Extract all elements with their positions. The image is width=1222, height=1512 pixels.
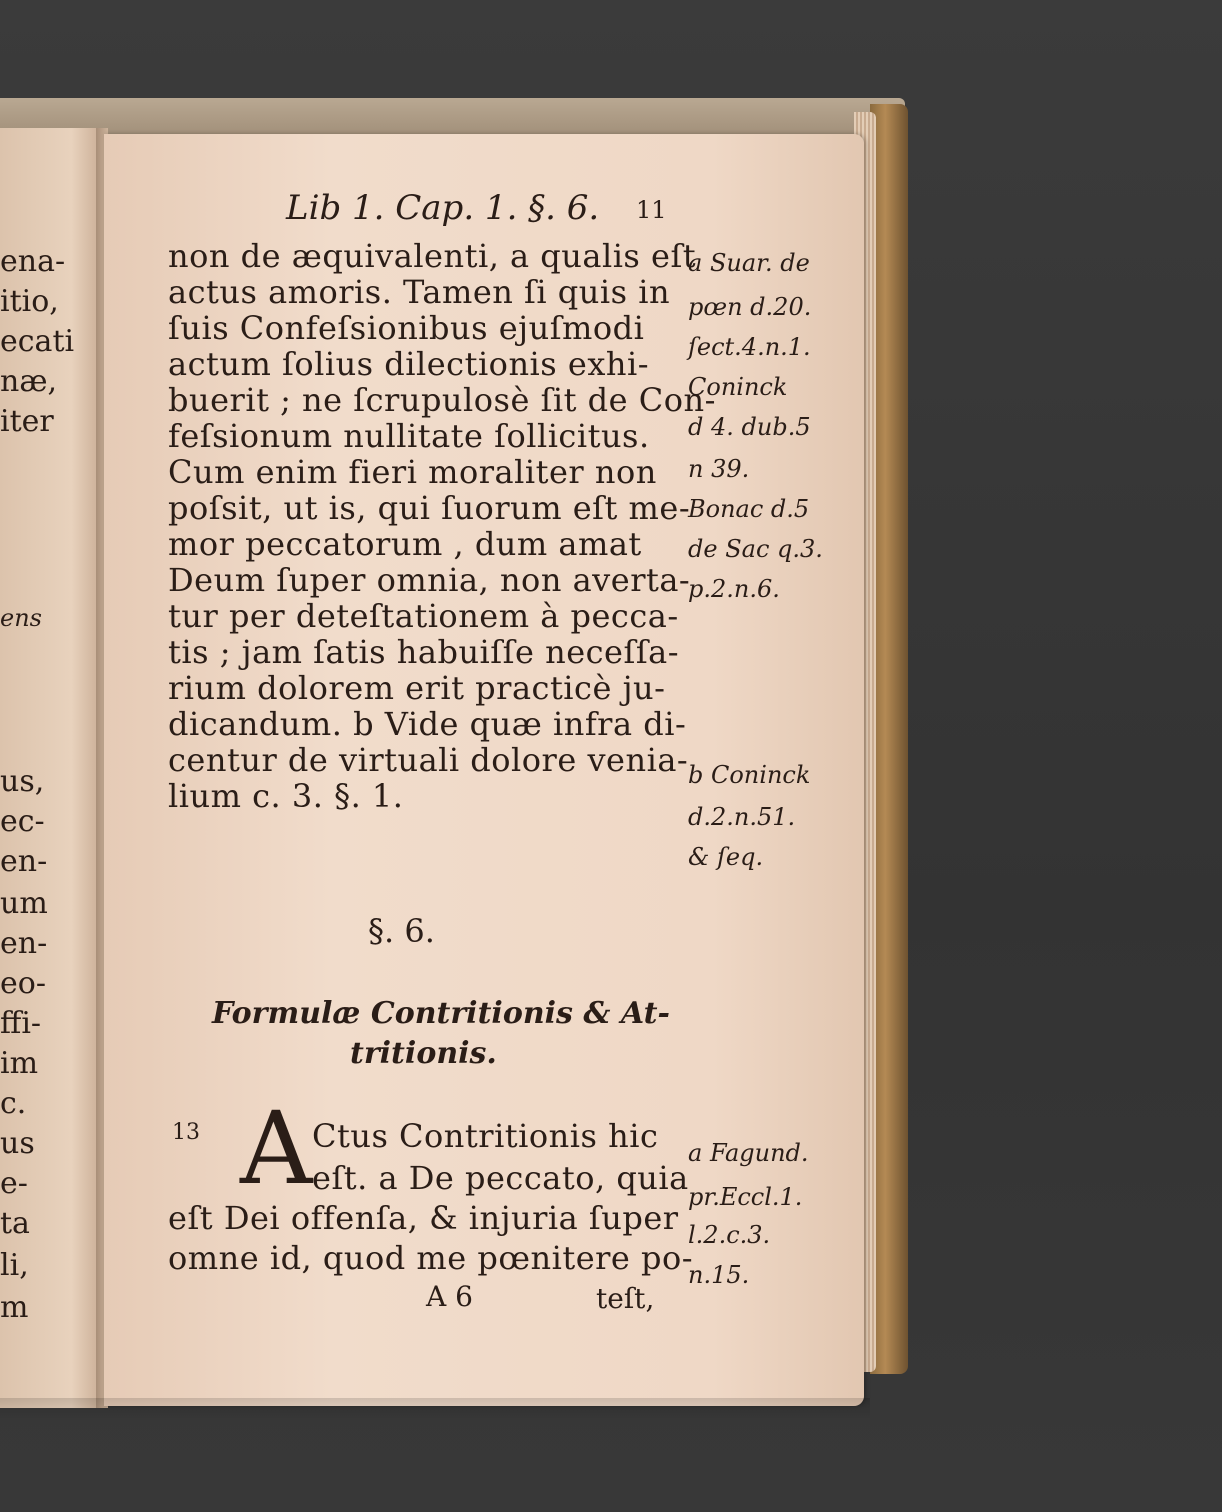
left-line: ec- xyxy=(0,804,45,839)
text-line: tis ; jam ſatis habuiſſe neceſſa- xyxy=(168,633,680,671)
text-line: centur de virtuali dolore venia- xyxy=(168,741,689,779)
left-line: itio, xyxy=(0,284,59,319)
text-line: Ctus Contritionis hic xyxy=(312,1117,659,1155)
left-line: um xyxy=(0,886,48,921)
signature-mark: A 6 xyxy=(426,1280,473,1313)
margin-note: n.15. xyxy=(688,1261,750,1289)
left-line: næ, xyxy=(0,364,58,399)
text-line: omne id, quod me pœnitere po- xyxy=(168,1239,694,1277)
text-line: ſuis Confeſsionibus ejuſmodi xyxy=(168,309,645,347)
text-line: lium c. 3. §. 1. xyxy=(168,777,404,815)
margin-note: n 39. xyxy=(688,455,750,483)
left-line: ens xyxy=(0,604,42,632)
margin-note: Coninck xyxy=(688,373,788,401)
left-line: e- xyxy=(0,1166,28,1201)
margin-note: & ſeq. xyxy=(688,843,764,871)
left-line: us xyxy=(0,1126,35,1161)
left-line: im xyxy=(0,1046,39,1081)
margin-note: Bonac d.5 xyxy=(688,495,810,523)
drop-capital: A xyxy=(240,1090,313,1207)
text-line: tur per deteſtationem à pecca- xyxy=(168,597,679,635)
text-line: dicandum. b Vide quæ infra di- xyxy=(168,705,687,743)
catchword: teſt, xyxy=(596,1282,655,1315)
left-line: eo- xyxy=(0,966,46,1001)
margin-note: a Suar. de xyxy=(688,249,810,277)
text-line: poſsit, ut is, qui ſuorum eſt me- xyxy=(168,489,691,527)
text-line: actus amoris. Tamen ſi quis in xyxy=(168,273,671,311)
text-line: buerit ; ne ſcrupulosè ſit de Con- xyxy=(168,381,716,419)
left-line: ena- xyxy=(0,244,66,279)
text-line: Deum ſuper omnia, non averta- xyxy=(168,561,691,599)
section-number: §. 6. xyxy=(368,912,435,950)
margin-note: l.2.c.3. xyxy=(688,1221,771,1249)
left-line: en- xyxy=(0,844,48,879)
margin-note: b Coninck xyxy=(688,761,811,789)
left-line: ecati xyxy=(0,324,75,359)
left-line: ta xyxy=(0,1206,30,1241)
page-shadow xyxy=(0,1398,870,1420)
text-line: eſt. a De peccato, quia xyxy=(312,1159,689,1197)
margin-note: pr.Eccl.1. xyxy=(688,1183,803,1211)
margin-note: a Fagund. xyxy=(688,1139,809,1167)
left-line: c. xyxy=(0,1086,27,1121)
text-line: Cum enim fieri moraliter non xyxy=(168,453,657,491)
left-line: us, xyxy=(0,764,45,799)
page-number: 11 xyxy=(636,196,667,224)
section-title: Formulæ Contritionis & At- xyxy=(212,996,670,1031)
text-line: actum ſolius dilectionis exhi- xyxy=(168,345,650,383)
text-line: rium dolorem erit practicè ju- xyxy=(168,669,666,707)
text-line: eſt Dei offenſa, & injuria ſuper xyxy=(168,1199,679,1237)
left-line: iter xyxy=(0,404,54,439)
margin-note: de Sac q.3. xyxy=(688,535,823,563)
text-line: non de æquivalenti, a qualis eſt xyxy=(168,237,697,275)
margin-note: d 4. dub.5 xyxy=(688,413,811,441)
margin-note: d.2.n.51. xyxy=(688,803,796,831)
running-header: Lib 1. Cap. 1. §. 6. xyxy=(286,188,600,228)
left-line: ffi- xyxy=(0,1006,42,1041)
margin-note: pœn d.20. xyxy=(688,293,812,321)
left-line: m xyxy=(0,1290,29,1325)
section-title: tritionis. xyxy=(350,1036,497,1071)
left-line: li, xyxy=(0,1248,29,1283)
margin-note: ſect.4.n.1. xyxy=(688,333,811,361)
text-line: mor peccatorum , dum amat xyxy=(168,525,642,563)
paragraph-number: 13 xyxy=(172,1120,200,1145)
left-line: en- xyxy=(0,926,48,961)
margin-note: p.2.n.6. xyxy=(688,575,780,603)
text-line: feſsionum nullitate ſollicitus. xyxy=(168,417,650,455)
book-top-edge xyxy=(0,98,905,138)
